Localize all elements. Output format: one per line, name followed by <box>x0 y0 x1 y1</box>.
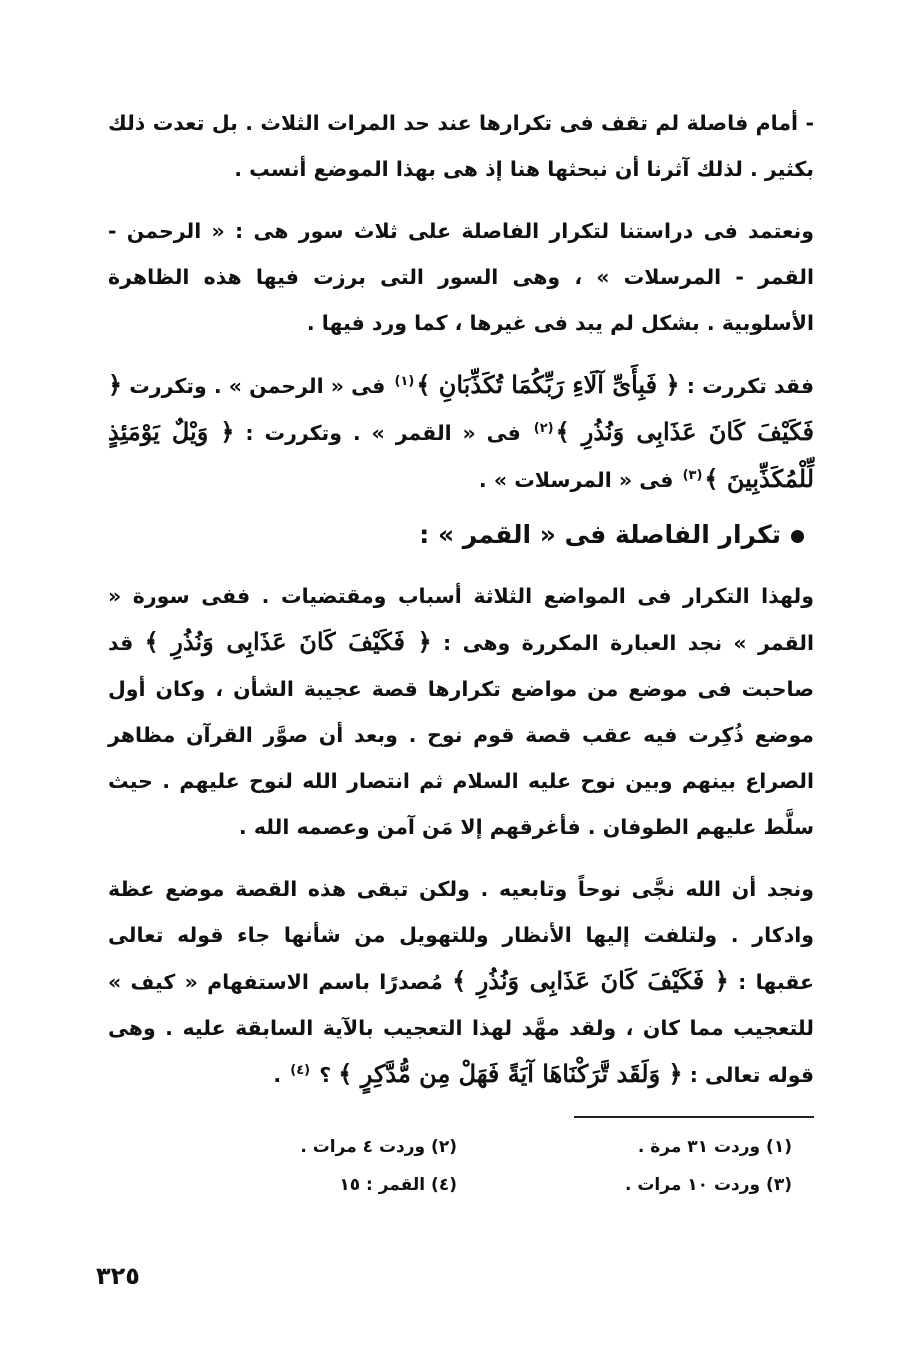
footnote-ref: (٢) <box>533 421 554 437</box>
footnote-divider <box>574 1116 814 1118</box>
text-span: فى « الرحمن » . وتكررت <box>122 374 393 398</box>
footnote-3: (٣) وردت ١٠ مرات . <box>624 1175 792 1195</box>
quran-verse: ﴿ فَبِأَىِّ آلَاءِ رَبِّكُمَا تُكَذِّبَانِ ﴾ <box>416 370 680 399</box>
paragraph-2: ونعتمد فى دراستنا لتكرار الفاصلة على ثلاث سور هى : « الرحمن - القمر - المرسلات » ، وهى السور التى برزت فيها هذه الظاهرة الأسلوبية . بشكل لم يبد فى غيرها ، كما ورد فيها . <box>108 219 814 335</box>
bullet-icon <box>791 530 804 543</box>
footnotes <box>108 1132 814 1200</box>
text-span: ولهذا التكرار فى المواضع الثلاثة أسباب ومقتضيات . ففى سورة « القمر » نجد العبارة المكررة وهى : <box>108 584 814 655</box>
footnote-4: (٤) القمر : ١٥ <box>339 1175 457 1195</box>
quran-verse: ﴿ وَيْلٌ يَوْمَئِذٍ لِّلْمُكَذِّبِينَ ﴾ <box>108 417 814 493</box>
page-body <box>108 100 814 1200</box>
footnote-2: (٢) وردت ٤ مرات . <box>300 1137 457 1157</box>
page-number: ٣٢٥ <box>96 1262 140 1290</box>
quran-verse: ﴿ فَكَيْفَ كَانَ عَذَابِى وَنُذُرِ ﴾ <box>108 370 814 446</box>
text-span: مُصدرًا باسم الاستفهام « كيف » للتعجيب مما كان ، ولقد مهَّد لهذا التعجيب بالآية السابقة عليه . وهى قوله تعالى : <box>108 970 814 1087</box>
paragraph-3 <box>108 362 814 503</box>
quran-verse: ﴿ وَلَقَد تَّرَكْنَاهَا آيَةً فَهَلْ مِن مُّدَّكِرٍ ﴾ <box>338 1059 683 1088</box>
paragraph-1: - أمام فاصلة لم تقف فى تكرارها عند حد المرات الثلاث . بل تعدت ذلك بكثير . لذلك آثرنا أن نبحثها هنا إذ هى بهذا الموضع أنسب . <box>108 111 814 181</box>
footnote-1: (١) وردت ٣١ مرة . <box>637 1137 792 1157</box>
text-span: . <box>273 1063 289 1087</box>
section-heading <box>108 511 804 559</box>
paragraph-4 <box>108 573 814 850</box>
footnote-ref: (١) <box>394 374 415 390</box>
section-heading-text: تكرار الفاصلة فى « القمر » : <box>419 520 781 549</box>
text-span: فى « المرسلات » . <box>478 468 681 492</box>
footnote-ref: (٤) <box>290 1063 311 1079</box>
text-span: قد صاحبت فى موضع من مواضع تكرارها قصة عجيبة الشأن ، وكان أول موضع ذُكِرت فيه عقب قصة قوم نوح . وبعد أن صوَّر القرآن مظاهر الصراع بينهم وبين نوح عليه السلام ثم انتصار الله لنوح عليهم . حيث سلَّط عليهم الطوفان . فأغرقهم إلا مَن آمن وعصمه الله . <box>108 631 814 839</box>
text-span: ونجد أن الله نجَّى نوحاً وتابعيه . ولكن تبقى هذه القصة موضع عظة وادكار . ولتلفت إليها الأنظار وللتهويل من شأنها جاء قوله تعالى عقبها : <box>108 877 814 994</box>
footnote-ref: (٣) <box>682 468 703 484</box>
quran-verse: ﴿ فَكَيْفَ كَانَ عَذَابِى وَنُذُرِ ﴾ <box>144 627 432 656</box>
text-span: فقد تكررت : <box>679 374 815 398</box>
paragraph-5 <box>108 866 814 1098</box>
text-span: ؟ <box>312 1063 339 1087</box>
text-span: فى « القمر » . وتكررت : <box>234 421 532 445</box>
quran-verse: ﴿ فَكَيْفَ كَانَ عَذَابِى وَنُذُرِ ﴾ <box>452 966 729 995</box>
